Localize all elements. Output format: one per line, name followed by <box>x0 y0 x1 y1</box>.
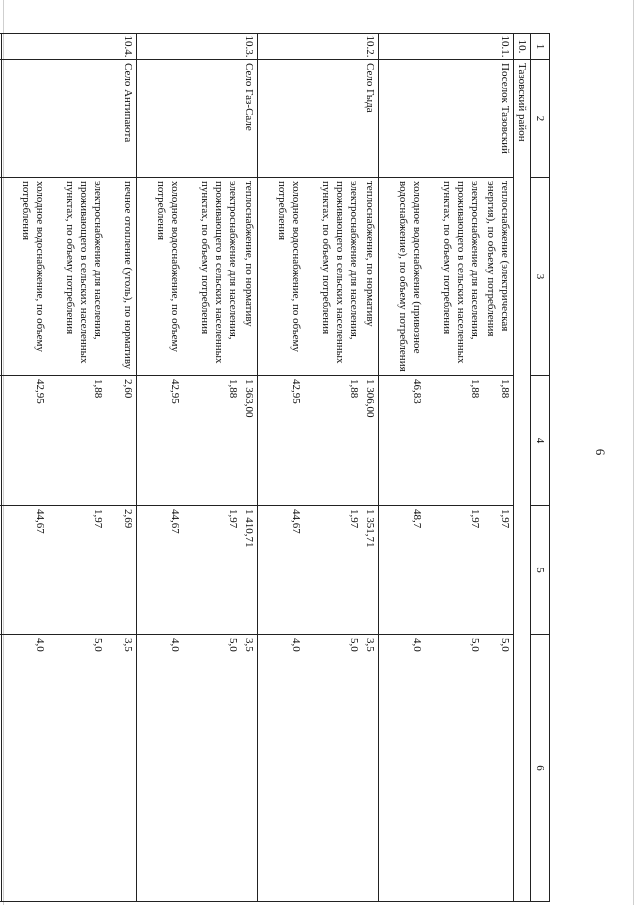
row-number <box>0 34 2 60</box>
table-row <box>137 34 258 902</box>
value: 44,67 <box>34 509 46 534</box>
service-name: электроснабжение для населения, проживающего в сельских населенных пунктах, по объему потребления <box>199 181 239 364</box>
service-name: холодное водоснабжение, по объему потребления <box>20 181 46 352</box>
value: 42,95 <box>169 379 181 404</box>
value: 1,88 <box>92 379 104 399</box>
table-header-row <box>531 34 550 902</box>
value: 1,88 <box>469 379 481 399</box>
value: 5,0 <box>92 638 104 652</box>
service-name: электроснабжение для населения, проживающего в сельских населенных пунктах, по объему потребления <box>441 181 481 364</box>
service-name: холодное водоснабжение, по объему потребления <box>276 181 302 352</box>
value: 2,60 <box>122 379 134 399</box>
service-name: печное отопление (уголь), по нормативу <box>122 181 134 370</box>
page-number: 6 <box>593 448 608 456</box>
value: 1,97 <box>499 509 511 529</box>
value: 42,95 <box>290 379 302 404</box>
value: 1,97 <box>92 509 104 529</box>
value: 1,97 <box>227 509 239 529</box>
service-cell <box>137 178 258 376</box>
settlement-name <box>0 60 2 178</box>
service-cell <box>0 178 2 376</box>
value-cell <box>137 635 258 902</box>
value: 46,83 <box>411 379 423 404</box>
value: 1 410,71 <box>243 509 255 548</box>
value: 4,0 <box>34 638 46 652</box>
value-cell <box>137 376 258 506</box>
header-cell: 2 <box>531 60 550 178</box>
value-cell <box>137 506 258 635</box>
value: 1 306,00 <box>364 379 376 418</box>
value: 2,69 <box>122 509 134 529</box>
table-body <box>0 34 550 902</box>
value: 3,5 <box>122 638 134 652</box>
service-name: теплоснабжение (электрическая энергия), по объему потребления <box>485 181 511 337</box>
district-name: Тазовский район <box>514 60 531 902</box>
value-cell <box>2 635 137 902</box>
value-cell <box>2 506 137 635</box>
settlement-name: Поселок Тазовский <box>379 60 514 178</box>
value: 1,88 <box>348 379 360 399</box>
tariff-table <box>0 33 550 902</box>
value: 44,67 <box>290 509 302 534</box>
value-cell <box>0 376 2 506</box>
value: 1,88 <box>499 379 511 399</box>
value-cell <box>0 506 2 635</box>
value-cell <box>379 635 514 902</box>
value: 1 351,71 <box>364 509 376 548</box>
value: 48,7 <box>411 509 423 529</box>
value: 44,67 <box>169 509 181 534</box>
header-cell: 3 <box>531 178 550 376</box>
service-name: теплоснабжение, по нормативу <box>364 181 376 327</box>
service-cell <box>379 178 514 376</box>
value: 4,0 <box>411 638 423 652</box>
service-name: холодное водоснабжение (привозное водоснабжение), по объему потребления <box>397 181 423 372</box>
value: 1,88 <box>227 379 239 399</box>
value-cell <box>258 376 379 506</box>
value: 4,0 <box>290 638 302 652</box>
value: 1 363,00 <box>243 379 255 418</box>
table-row <box>258 34 379 902</box>
row-number: 10.1. <box>379 34 514 60</box>
header-cell: 5 <box>531 506 550 635</box>
service-name: теплоснабжение, по нормативу <box>243 181 255 327</box>
district-number: 10. <box>514 34 531 60</box>
value-cell <box>0 635 2 902</box>
district-row <box>514 34 531 902</box>
value: 3,5 <box>243 638 255 652</box>
value-cell <box>379 376 514 506</box>
row-number: 10.3. <box>137 34 258 60</box>
value: 5,0 <box>499 638 511 652</box>
value-cell <box>379 506 514 635</box>
value: 4,0 <box>169 638 181 652</box>
value: 5,0 <box>348 638 360 652</box>
table-row <box>379 34 514 902</box>
value-cell <box>258 506 379 635</box>
service-name: холодное водоснабжение, по объему потребления <box>155 181 181 352</box>
value-cell <box>258 635 379 902</box>
table-row <box>0 34 2 902</box>
settlement-name: Село Гыда <box>258 60 379 178</box>
header-cell: 4 <box>531 376 550 506</box>
header-cell: 1 <box>531 34 550 60</box>
service-name: электроснабжение для населения, проживающего в сельских населенных пунктах, по объему потребления <box>320 181 360 364</box>
header-cell: 6 <box>531 635 550 902</box>
row-number: 10.2. <box>258 34 379 60</box>
service-name: электроснабжение для населения, проживающего в сельских населенных пунктах, по объему потребления <box>64 181 104 364</box>
value: 5,0 <box>469 638 481 652</box>
value: 1,97 <box>348 509 360 529</box>
rotated-table-sheet <box>20 33 550 901</box>
scan-edge-right <box>633 0 634 905</box>
value: 5,0 <box>227 638 239 652</box>
value: 42,95 <box>34 379 46 404</box>
table-row <box>2 34 137 902</box>
settlement-name: Село Газ-Сале <box>137 60 258 178</box>
value-cell <box>2 376 137 506</box>
value: 3,5 <box>364 638 376 652</box>
settlement-name: Село Антипаюта <box>2 60 137 178</box>
service-cell <box>258 178 379 376</box>
value: 1,97 <box>469 509 481 529</box>
service-cell <box>2 178 137 376</box>
row-number: 10.4. <box>2 34 137 60</box>
